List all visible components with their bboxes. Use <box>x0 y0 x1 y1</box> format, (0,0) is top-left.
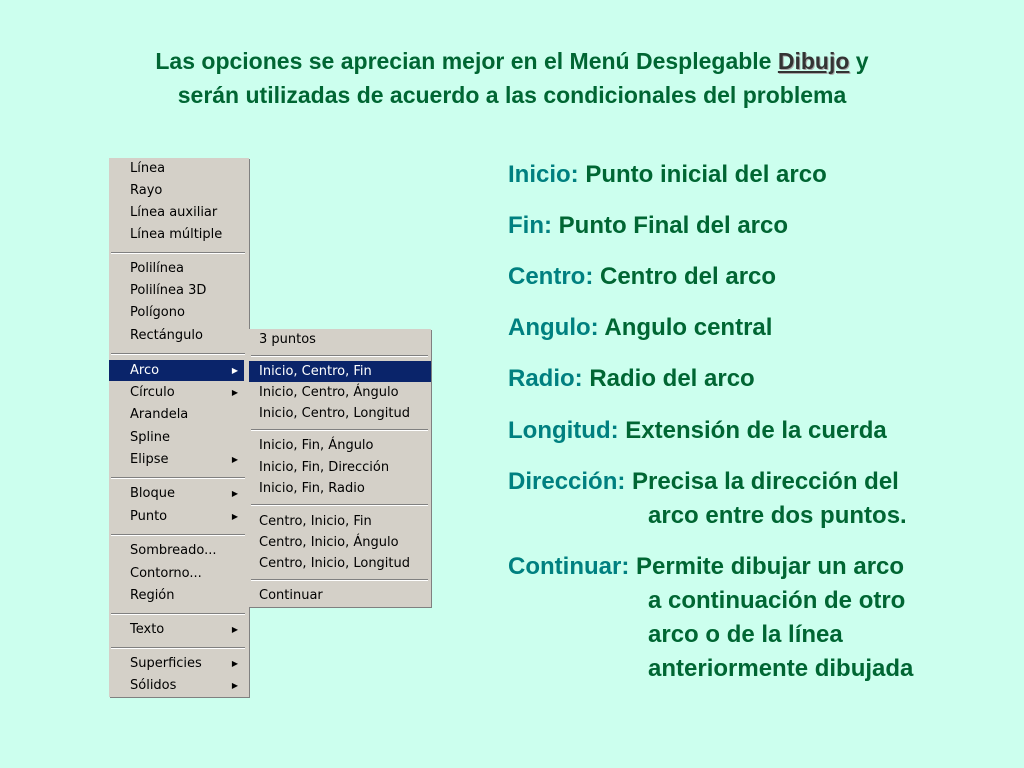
desc-radio: Radio: Radio del arco <box>508 365 755 392</box>
desc-fin: Fin: Punto Final del arco <box>508 212 789 239</box>
menu-separator <box>111 477 245 479</box>
menu-separator <box>111 534 245 536</box>
submenu-item-inicio-centro-longitud[interactable]: Inicio, Centro, Longitud <box>259 406 411 421</box>
menu-separator <box>251 429 428 431</box>
menu-item-circulo[interactable]: Círculo ▶ <box>109 382 244 403</box>
submenu-arrow-icon: ▶ <box>231 455 238 464</box>
menu-item-rayo[interactable]: Rayo <box>130 183 163 198</box>
desc-continuar: Continuar: Permite dibujar un arco <box>508 553 905 580</box>
submenu-item-inicio-centro-fin[interactable]: Inicio, Centro, Fin <box>249 361 431 382</box>
menu-separator <box>251 579 428 581</box>
menu-item-region[interactable]: Región <box>130 588 175 603</box>
menu-separator <box>111 647 245 649</box>
title-line1-pre: Las opciones se aprecian mejor en el Menú Desplegable <box>155 48 778 74</box>
menu-item-poligono[interactable]: Polígono <box>130 305 185 320</box>
title-line1-post: y <box>849 48 869 74</box>
submenu-item-3-puntos[interactable]: 3 puntos <box>259 332 316 347</box>
menu-separator <box>251 504 428 506</box>
desc-centro: Centro: Centro del arco <box>508 263 777 290</box>
menu-item-arandela[interactable]: Arandela <box>130 407 189 422</box>
title-keyword-dibujo: Dibujo <box>777 48 850 74</box>
menu-item-polilinea[interactable]: Polilínea <box>130 261 184 276</box>
dibujo-dropdown-menu <box>109 158 249 697</box>
menu-item-polilinea-3d[interactable]: Polilínea 3D <box>130 283 207 298</box>
submenu-arrow-icon: ▶ <box>231 489 238 498</box>
menu-item-linea-multiple[interactable]: Línea múltiple <box>130 227 223 242</box>
submenu-arrow-icon: ▶ <box>231 366 238 375</box>
menu-item-spline[interactable]: Spline <box>130 430 170 445</box>
submenu-arrow-icon: ▶ <box>231 512 238 521</box>
desc-continuar-cont-1: a continuación de otro <box>648 587 906 614</box>
menu-separator <box>111 252 245 254</box>
menu-separator <box>251 355 428 357</box>
desc-longitud: Longitud: Extensión de la cuerda <box>508 417 887 444</box>
menu-item-contorno[interactable]: Contorno... <box>130 566 202 581</box>
submenu-item-inicio-fin-radio[interactable]: Inicio, Fin, Radio <box>259 481 365 496</box>
menu-item-linea-auxiliar[interactable]: Línea auxiliar <box>130 205 218 220</box>
submenu-item-inicio-fin-angulo[interactable]: Inicio, Fin, Ángulo <box>259 438 374 453</box>
menu-item-linea[interactable]: Línea <box>130 161 166 176</box>
menu-item-bloque[interactable]: Bloque ▶ <box>109 483 244 504</box>
menu-item-solidos[interactable]: Sólidos ▶ <box>109 675 244 696</box>
menu-separator <box>111 353 245 355</box>
slide-title <box>40 44 984 112</box>
desc-direccion-cont: arco entre dos puntos. <box>648 502 907 529</box>
submenu-item-inicio-fin-direccion[interactable]: Inicio, Fin, Dirección <box>259 460 390 475</box>
submenu-item-centro-inicio-angulo[interactable]: Centro, Inicio, Ángulo <box>259 535 399 550</box>
arco-submenu <box>249 329 431 607</box>
submenu-item-inicio-centro-angulo[interactable]: Inicio, Centro, Ángulo <box>259 385 399 400</box>
menu-separator <box>111 613 245 615</box>
submenu-arrow-icon: ▶ <box>231 681 238 690</box>
menu-item-rectangulo[interactable]: Rectángulo <box>130 328 203 343</box>
desc-direccion: Dirección: Precisa la dirección del <box>508 468 899 495</box>
desc-continuar-cont-3: anteriormente dibujada <box>648 655 914 682</box>
desc-inicio: Inicio: Punto inicial del arco <box>508 161 827 188</box>
submenu-item-continuar[interactable]: Continuar <box>259 588 323 603</box>
menu-item-sombreado[interactable]: Sombreado... <box>130 543 217 558</box>
submenu-arrow-icon: ▶ <box>231 625 238 634</box>
submenu-arrow-icon: ▶ <box>231 659 238 668</box>
menu-item-arco[interactable]: Arco ▶ <box>109 360 244 381</box>
menu-item-elipse[interactable]: Elipse ▶ <box>109 449 244 470</box>
desc-continuar-cont-2: arco o de la línea <box>648 621 843 648</box>
desc-angulo: Angulo: Angulo central <box>508 314 773 341</box>
menu-item-texto[interactable]: Texto ▶ <box>109 619 244 640</box>
submenu-item-centro-inicio-longitud[interactable]: Centro, Inicio, Longitud <box>259 556 411 571</box>
menu-item-superficies[interactable]: Superficies ▶ <box>109 653 244 674</box>
title-line2: serán utilizadas de acuerdo a las condicionales del problema <box>177 82 847 108</box>
submenu-arrow-icon: ▶ <box>231 388 238 397</box>
menu-item-punto[interactable]: Punto ▶ <box>109 506 244 527</box>
submenu-item-centro-inicio-fin[interactable]: Centro, Inicio, Fin <box>259 514 372 529</box>
